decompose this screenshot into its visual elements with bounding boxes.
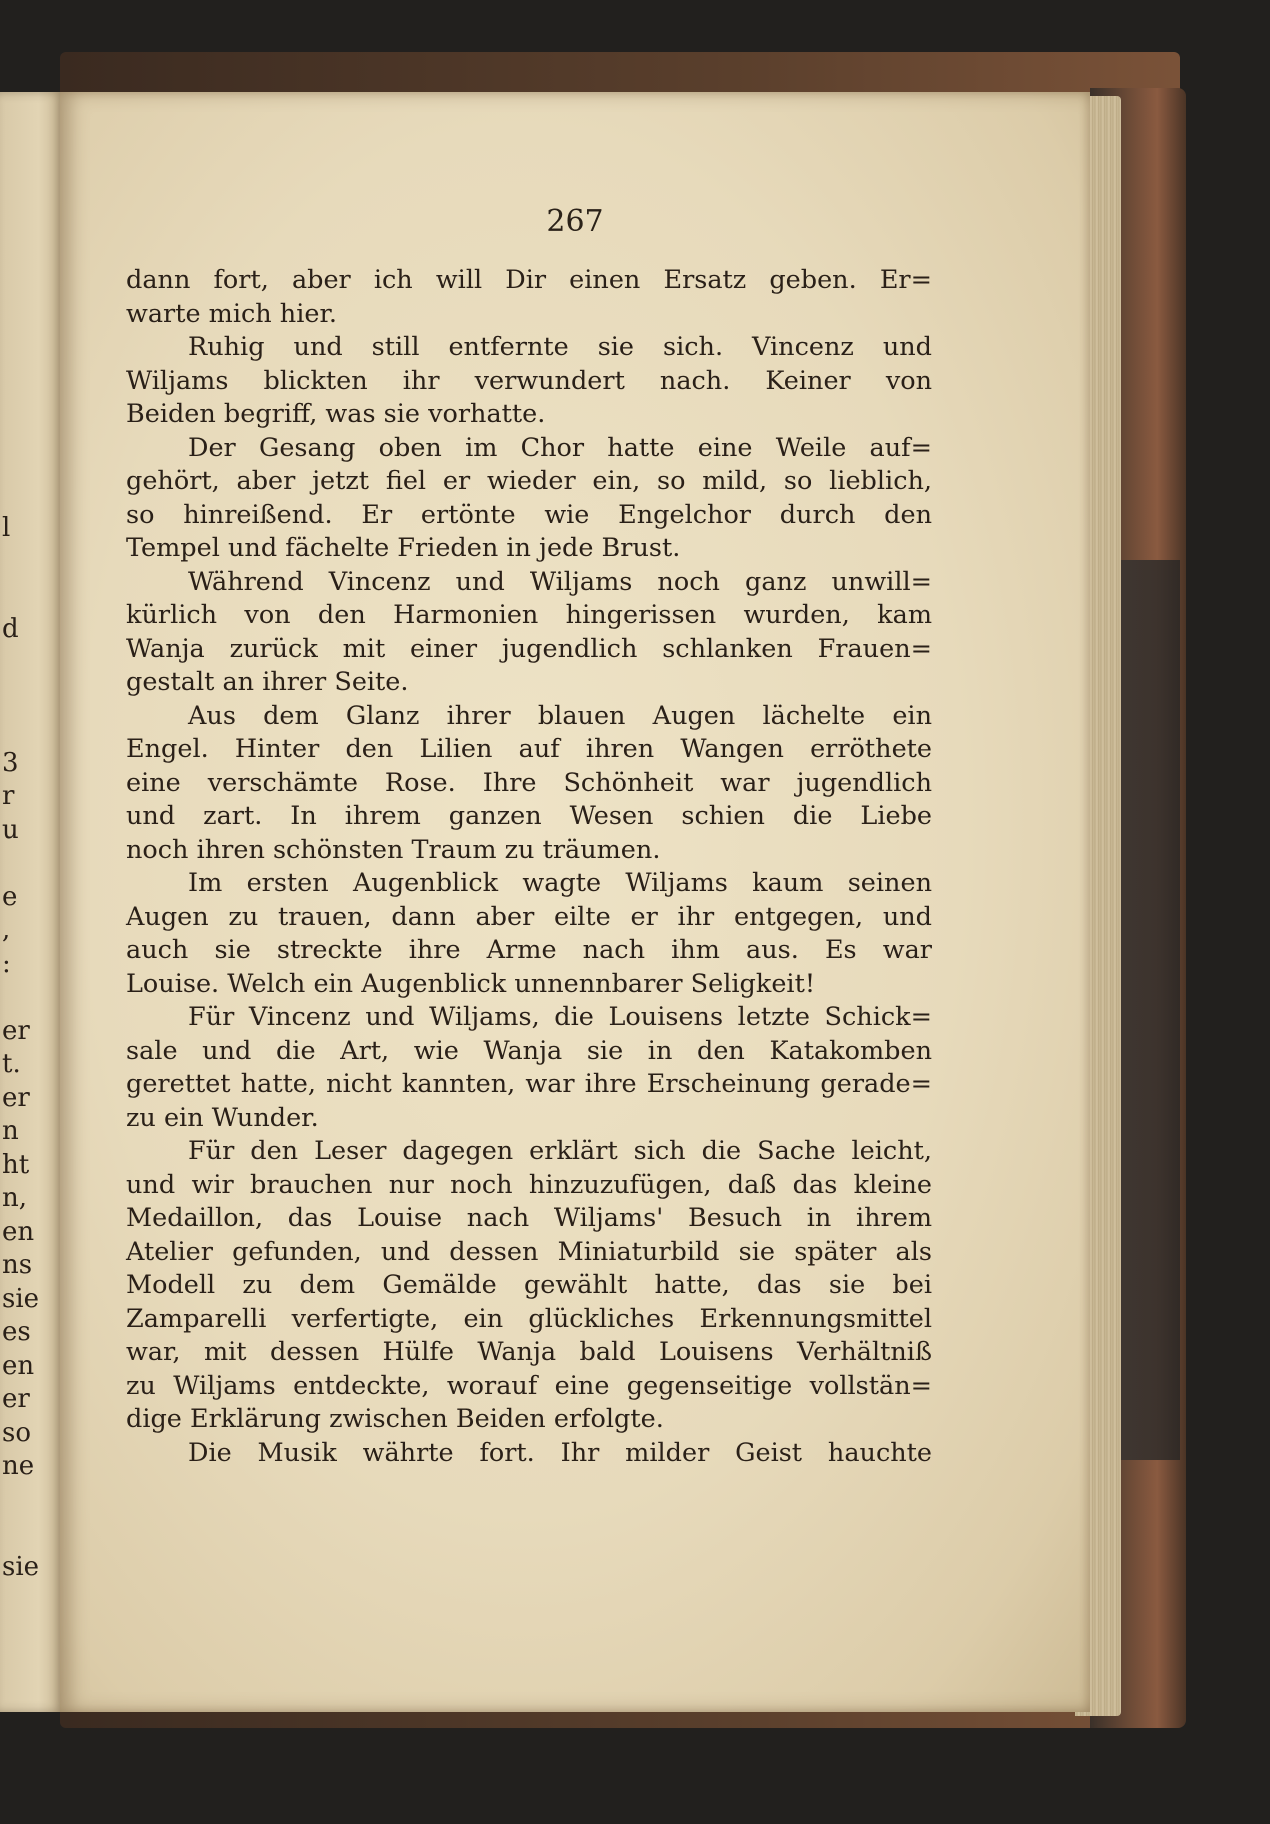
left-facing-page: [0, 92, 64, 1712]
text-line: zu ein Wunder.: [126, 1102, 319, 1133]
text-line: Die Musik währte fort. Ihr milder Geist hauchte: [188, 1437, 932, 1468]
text-line: auch sie streckte ihre Arme nach ihm aus. Es war: [126, 935, 932, 965]
left-page-fragment: ht: [2, 1149, 30, 1180]
left-page-fragment: u: [2, 814, 19, 845]
text-line: Augen zu trauen, dann aber eilte er ihr entgegen, und: [126, 901, 932, 932]
text-line: gehört, aber jetzt fiel er wieder ein, so mild, so lieblich,: [126, 466, 932, 496]
text-line: zu Wiljams entdeckte, worauf eine gegenseitige vollstän=: [126, 1370, 932, 1401]
text-line: Während Vincenz und Wiljams noch ganz unwill=: [188, 566, 932, 597]
left-page-fragment: t.: [2, 1049, 21, 1079]
text-line: Aus dem Glanz ihrer blauen Augen lächelte ein: [188, 700, 932, 731]
text-line: Im ersten Augenblick wagte Wiljams kaum seinen: [188, 868, 932, 898]
text-line: Beiden begriff, was sie vorhatte.: [126, 399, 546, 429]
text-line: dann fort, aber ich will Dir einen Ersatz geben. Er=: [126, 265, 932, 295]
text-line: Atelier gefunden, und dessen Miniaturbild sie später als: [126, 1236, 932, 1267]
left-page-fragment: en: [2, 1350, 35, 1381]
text-line: noch ihren schönsten Traum zu träumen.: [126, 834, 661, 865]
left-page-fragment: ,: [2, 915, 11, 945]
left-page-fragment: n,: [2, 1183, 28, 1213]
left-page-fragment: en: [2, 1216, 35, 1247]
text-line: Medaillon, das Louise nach Wiljams' Besuch in ihrem: [126, 1203, 932, 1233]
left-page-fragment: 3: [2, 747, 19, 778]
left-page-fragment: :: [2, 948, 11, 979]
text-line: war, mit dessen Hülfe Wanja bald Louisens Verhältniß: [126, 1337, 932, 1367]
page-number: 267: [546, 204, 604, 239]
text-line: Louise. Welch ein Augenblick unnennbarer Seligkeit!: [126, 968, 816, 999]
left-page-fragment: er: [2, 1384, 30, 1414]
text-line: so hinreißend. Er ertönte wie Engelchor durch den: [126, 499, 932, 530]
left-page-fragment: l: [2, 513, 11, 543]
left-page-fragment: r: [2, 781, 15, 811]
left-page-fragment: ns: [2, 1250, 33, 1280]
text-line: warte mich hier.: [126, 298, 337, 329]
text-line: und wir brauchen nur noch hinzuzufügen, daß das kleine: [126, 1169, 932, 1200]
left-page-fragment: so: [2, 1417, 31, 1448]
left-page-fragment: sie: [2, 1551, 40, 1582]
text-line: Zamparelli verfertigte, ein glückliches Erkennungsmittel: [126, 1303, 932, 1334]
left-page-fragment: e: [2, 881, 18, 912]
text-line: dige Erklärung zwischen Beiden erfolgte.: [126, 1404, 664, 1434]
text-line: gestalt an ihrer Seite.: [126, 667, 409, 697]
left-page-fragment: es: [2, 1317, 31, 1347]
text-line: Für den Leser dagegen erklärt sich die Sache leicht,: [188, 1136, 932, 1166]
book-page: [60, 92, 1090, 1712]
left-page-fragment: sie: [2, 1283, 40, 1314]
left-page-fragment: n: [2, 1116, 19, 1146]
text-line: kürlich von den Harmonien hingerissen wurden, kam: [126, 600, 932, 630]
text-line: Modell zu dem Gemälde gewählt hatte, das sie bei: [126, 1270, 932, 1300]
left-page-fragment: er: [2, 1015, 30, 1046]
text-line: Engel. Hinter den Lilien auf ihren Wangen erröthete: [126, 734, 932, 764]
text-line: Ruhig und still entfernte sie sich. Vincenz und: [188, 332, 932, 362]
left-page-fragment: d: [2, 613, 19, 644]
page-body-text: [126, 264, 932, 1470]
text-line: Der Gesang oben im Chor hatte eine Weile auf=: [188, 432, 932, 463]
left-page-fragment: er: [2, 1082, 30, 1113]
text-line: Tempel und fächelte Frieden in jede Brust.: [126, 533, 681, 563]
text-line: Wanja zurück mit einer jugendlich schlanken Frauen=: [126, 633, 932, 664]
text-line: und zart. In ihrem ganzen Wesen schien die Liebe: [126, 801, 932, 831]
text-line: Wiljams blickten ihr verwundert nach. Keiner von: [126, 365, 932, 396]
text-line: Für Vincenz und Wiljams, die Louisens letzte Schick=: [188, 1002, 932, 1032]
text-line: sale und die Art, wie Wanja sie in den Katakomben: [126, 1035, 932, 1066]
text-line: eine verschämte Rose. Ihre Schönheit war jugendlich: [126, 767, 932, 798]
text-line: gerettet hatte, nicht kannten, war ihre Erscheinung gerade=: [126, 1069, 932, 1099]
left-page-fragment: ne: [2, 1451, 35, 1481]
